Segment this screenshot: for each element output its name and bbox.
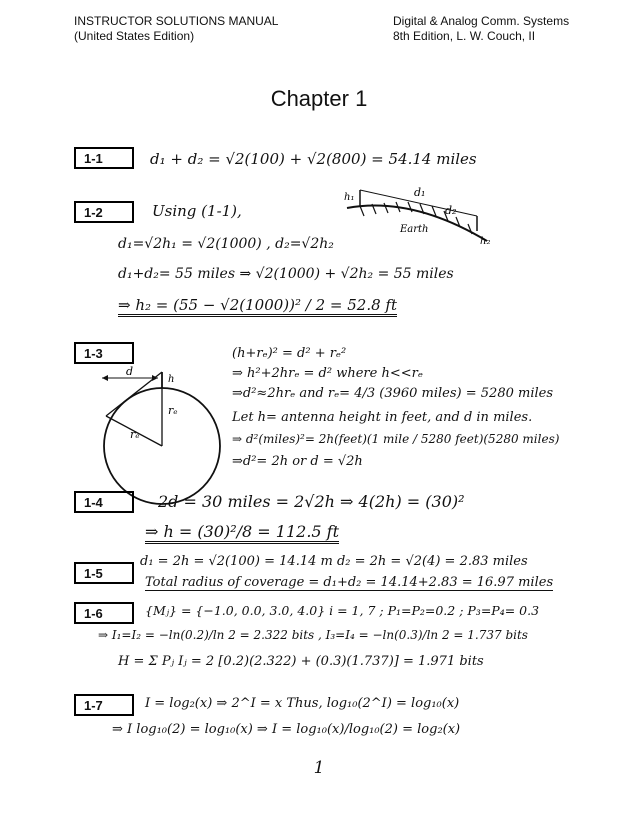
solution-1-5-line2: Total radius of coverage = d₁+d₂ = 14.14+2.83 = 16.97 miles — [145, 575, 554, 590]
h-label: h — [168, 374, 175, 385]
re-side-label: rₑ — [168, 404, 178, 417]
earth-circle-figure — [82, 366, 222, 506]
solution-1-3-line2: ⇒ h²+2hrₑ = d² where h<<rₑ — [232, 366, 423, 381]
solution-1-2-line2: d₁=√2h₁ = √2(1000) , d₂=√2h₂ — [118, 236, 334, 252]
solution-1-6-line2: ⇒ I₁=I₂ = −ln(0.2)/ln 2 = 2.322 bits , I₃=I₄ = −ln(0.3)/ln 2 = 1.737 bits — [98, 628, 528, 642]
solution-1-3-line6: ⇒d²= 2h or d = √2h — [232, 454, 363, 469]
earth-horizon-figure — [342, 186, 492, 261]
solution-1-4-line2: ⇒ h = (30)²/8 = 112.5 ft — [145, 522, 339, 544]
solution-1-6-line1: {Mⱼ} = {−1.0, 0.0, 3.0, 4.0} i = 1, 7 ; P₁=P₂=0.2 ; P₃=P₄= 0.3 — [145, 603, 540, 618]
solution-1-1-line1: d₁ + d₂ = √2(100) + √2(800) = 54.14 miles — [150, 150, 477, 168]
problem-label-1-2: 1-2 — [74, 201, 134, 223]
book-title: Digital & Analog Comm. Systems — [393, 14, 570, 28]
header-left — [74, 14, 278, 44]
solution-1-2-line4: ⇒ h₂ = (55 − √2(1000))² / 2 = 52.8 ft — [118, 296, 397, 317]
solution-1-7-line1: I = log₂(x) ⇒ 2^I = x Thus, log₁₀(2^I) = log₁₀(x) — [145, 696, 460, 711]
solution-1-7-line2: ⇒ I log₁₀(2) = log₁₀(x) ⇒ I = log₁₀(x)/log₁₀(2) = log₂(x) — [112, 722, 461, 737]
h2-label: h₂ — [480, 236, 491, 247]
solution-1-5-line1: d₁ = 2h = √2(100) = 14.14 m d₂ = 2h = √2(4) = 2.83 miles — [140, 554, 528, 569]
solution-1-2-line3: d₁+d₂= 55 miles ⇒ √2(1000) + √2h₂ = 55 miles — [118, 266, 454, 282]
solution-1-3-line1: (h+rₑ)² = d² + rₑ² — [232, 346, 347, 361]
manual-title: INSTRUCTOR SOLUTIONS MANUAL — [74, 14, 279, 28]
h1-label: h₁ — [344, 192, 355, 203]
re-inner-label: rₑ — [130, 428, 140, 441]
problem-label-1-4: 1-4 — [74, 491, 134, 513]
page-number: 1 — [313, 758, 325, 778]
solution-1-2-line1: Using (1-1), — [152, 202, 242, 220]
problem-label-1-5: 1-5 — [74, 562, 134, 584]
solution-1-3-line3: ⇒d²≈2hrₑ and rₑ= 4/3 (3960 miles) = 5280 miles — [232, 386, 553, 401]
d2-label: d₂ — [445, 204, 457, 217]
d1-label: d₁ — [414, 186, 426, 199]
solution-1-3-line5: ⇒ d²(miles)²= 2h(feet)(1 mile / 5280 feet)(5280 miles) — [232, 432, 560, 446]
book-edition-author: 8th Edition, L. W. Couch, II — [393, 29, 536, 43]
problem-label-1-6: 1-6 — [74, 602, 134, 624]
earth-label: Earth — [400, 224, 429, 235]
solution-1-3-line4: Let h= antenna height in feet, and d in miles. — [232, 410, 533, 425]
problem-label-1-3: 1-3 — [74, 342, 134, 364]
problem-label-1-1: 1-1 — [74, 147, 134, 169]
solution-1-4-line1: 2d = 30 miles = 2√2h ⇒ 4(2h) = (30)² — [158, 492, 465, 511]
problem-label-1-7: 1-7 — [74, 694, 134, 716]
solution-1-6-line3: H = Σ Pⱼ Iⱼ = 2 [0.2)(2.322) + (0.3)(1.737)] = 1.971 bits — [118, 654, 484, 669]
chapter-title: Chapter 1 — [270, 86, 368, 111]
d-label: d — [126, 366, 134, 378]
header-right — [393, 14, 569, 44]
edition-region: (United States Edition) — [74, 29, 195, 43]
